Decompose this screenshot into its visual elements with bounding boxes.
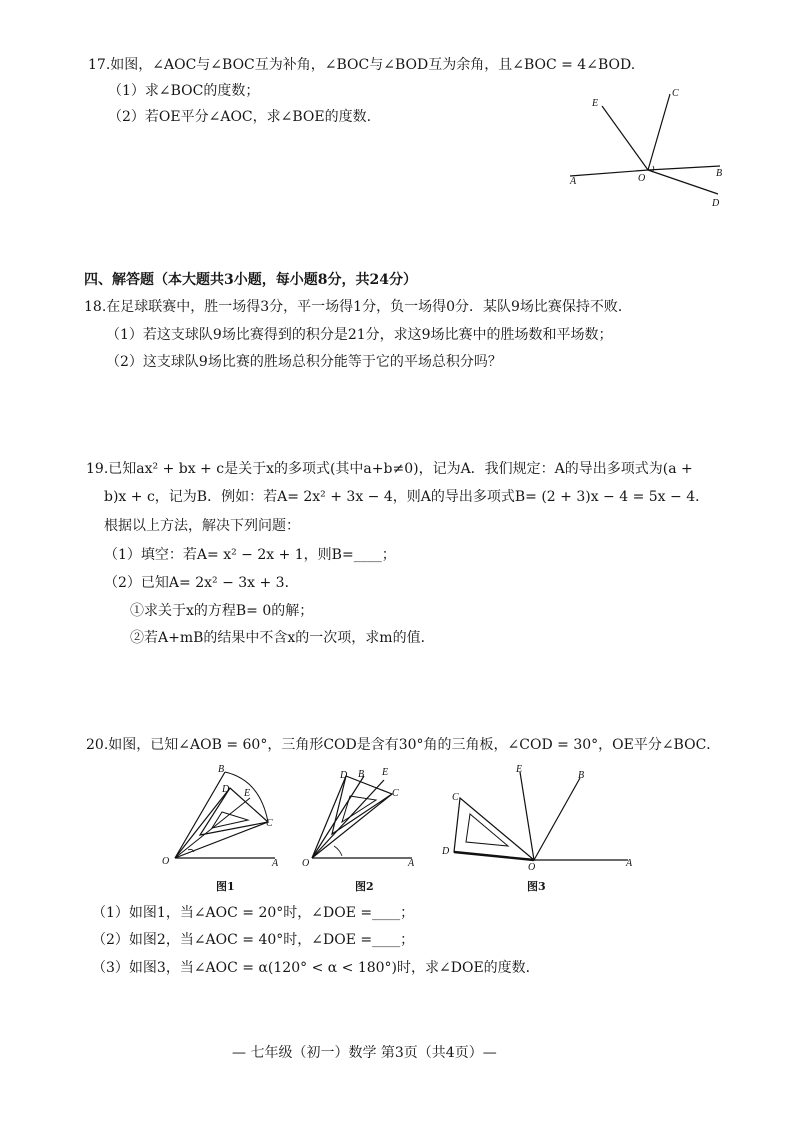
q20-part3: （3）如图3，当∠AOC = α(120° < α < 180°)时，求∠DOE的度数．	[92, 960, 540, 976]
fig3-label-b: B	[578, 770, 585, 781]
label-o: O	[638, 173, 646, 184]
q20-figure2	[300, 762, 425, 870]
q17-part1: （1）求∠BOC的度数；	[108, 83, 260, 99]
q20-part2: （2）如图2，当∠AOC = 40°时，∠DOE =____；	[92, 932, 415, 948]
q19-part2-sub1: ①求关于x的方程B= 0的解；	[130, 603, 314, 619]
fig1-label-c: C	[266, 818, 273, 829]
fig2-label-d: D	[340, 770, 348, 781]
page-footer: — 七年级（初一）数学 第3页（共4页）—	[232, 1045, 497, 1061]
fig3-label-c: C	[452, 792, 459, 803]
fig2-label-c: C	[392, 788, 399, 799]
fig3-label-e: E	[516, 764, 523, 775]
fig1-label-e: E	[244, 788, 251, 799]
fig1-label-d: D	[222, 784, 230, 795]
fig2-label-b: B	[358, 769, 365, 780]
caption-fig3: 图3	[527, 880, 546, 893]
q20-figure1	[160, 760, 290, 870]
q20-figure3	[438, 760, 643, 872]
q17-part2: （2）若OE平分∠AOC，求∠BOE的度数.	[108, 109, 372, 125]
ray-ob	[648, 166, 720, 170]
section4-title: 四、解答题（本大题共3小题，每小题8分，共24分）	[84, 272, 417, 288]
fig3-label-a: A	[626, 858, 633, 869]
caption-fig1: 图1	[216, 880, 235, 893]
q20-part1: （1）如图1，当∠AOC = 20°时，∠DOE =____；	[92, 905, 415, 921]
fig1-label-a: A	[272, 858, 279, 869]
ray-oc	[648, 94, 670, 170]
fig2-label-a: A	[408, 858, 415, 869]
fig1-label-o: O	[162, 856, 170, 867]
label-d: D	[712, 198, 720, 209]
ray-oe	[602, 106, 648, 170]
ray-od	[648, 170, 718, 194]
q19-part1: （1）填空：若A= x² − 2x + 1，则B=____；	[104, 547, 396, 563]
label-c: C	[672, 88, 679, 99]
fig2-label-e: E	[382, 767, 389, 778]
fig3-label-o: O	[528, 862, 536, 872]
label-a: A	[570, 176, 577, 187]
q18-stem: 18.在足球联赛中，胜一场得3分，平一场得1分，负一场得0分．某队9场比赛保持不败．	[84, 299, 632, 315]
q19-stem-line2: b)x + c，记为B．例如：若A= 2x² + 3x − 4，则A的导出多项式B= (2 + 3)x − 4 = 5x − 4．	[104, 489, 710, 505]
q19-stem-line1: 19.已知ax² + bx + c是关于x的多项式(其中a+b≠0)，记为A．我们规定：A的导出多项式为(a +	[86, 461, 693, 477]
q18-part1: （1）若这支球队9场比赛得到的积分是21分，求这9场比赛中的胜场数和平场数；	[106, 327, 613, 343]
fig2-label-o: O	[302, 858, 310, 869]
caption-fig2: 图2	[355, 880, 374, 893]
q19-part2: （2）已知A= 2x² − 3x + 3．	[104, 575, 299, 591]
q17-stem: 17.如图，∠AOC与∠BOC互为补角，∠BOC与∠BOD互为余角，且∠BOC = 4∠BOD.	[88, 57, 636, 73]
ray-oa	[570, 170, 648, 176]
q18-part2: （2）这支球队9场比赛的胜场总积分能等于它的平场总积分吗？	[106, 354, 502, 370]
fig1-label-b: B	[218, 764, 225, 775]
fig3-label-d: D	[442, 846, 450, 857]
label-e: E	[592, 98, 599, 109]
q20-stem: 20.如图，已知∠AOB = 60°，三角形COD是含有30°角的三角板，∠COD = 30°，OE平分∠BOC．	[86, 737, 721, 753]
label-b: B	[716, 168, 723, 179]
q17-figure	[560, 84, 735, 214]
q19-part2-sub2: ②若A+mB的结果中不含x的一次项，求m的值．	[130, 630, 435, 646]
q19-intro: 根据以上方法，解决下列问题：	[104, 518, 300, 534]
